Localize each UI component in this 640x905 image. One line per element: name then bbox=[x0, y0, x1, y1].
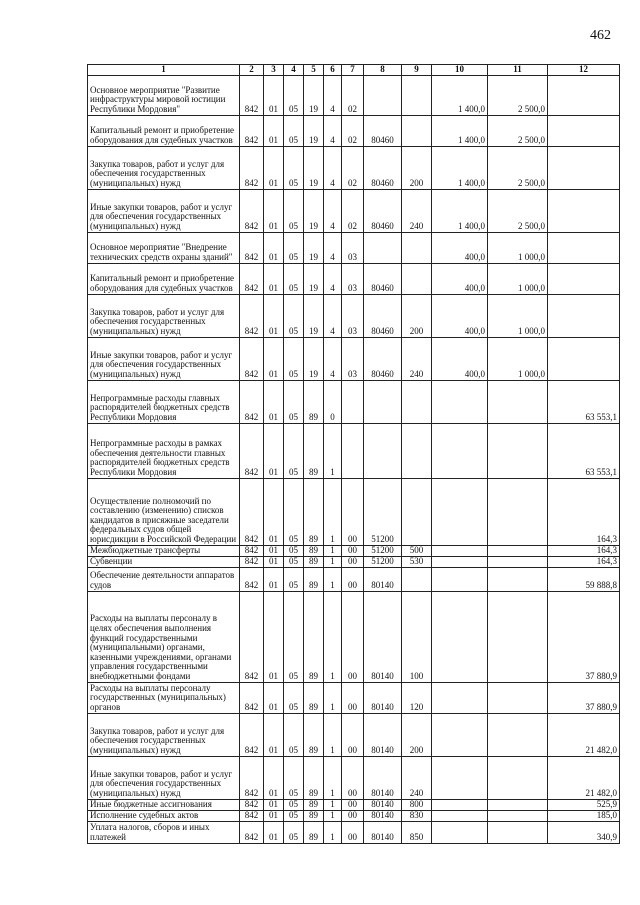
cell-col-11 bbox=[488, 478, 548, 545]
cell-col-5: 89 bbox=[304, 380, 324, 423]
cell-col-2: 842 bbox=[240, 713, 264, 756]
cell-col-3: 01 bbox=[264, 821, 284, 843]
cell-col-5: 89 bbox=[304, 556, 324, 567]
cell-col-3: 01 bbox=[264, 263, 284, 294]
cell-col-8 bbox=[364, 423, 402, 478]
cell-col-11: 1 000,0 bbox=[488, 294, 548, 337]
table-row bbox=[88, 146, 620, 189]
cell-col-7: 00 bbox=[342, 821, 364, 843]
cell-col-3: 01 bbox=[264, 232, 284, 263]
table-row bbox=[88, 423, 620, 478]
cell-col-7: 03 bbox=[342, 337, 364, 380]
cell-col-11 bbox=[488, 821, 548, 843]
row-name-cell: Закупка товаров, работ и услуг для обеспечения государственных (муниципальных) нужд bbox=[88, 713, 240, 756]
cell-col-3: 01 bbox=[264, 556, 284, 567]
cell-col-2: 842 bbox=[240, 567, 264, 591]
page-number: 462 bbox=[590, 28, 611, 43]
row-name-cell: Закупка товаров, работ и услуг для обеспечения государственных (муниципальных) нужд bbox=[88, 294, 240, 337]
cell-col-7: 00 bbox=[342, 682, 364, 713]
row-name-cell: Иные закупки товаров, работ и услуг для обеспечения государственных (муниципальных) нужд bbox=[88, 189, 240, 232]
cell-col-8: 80460 bbox=[364, 337, 402, 380]
cell-col-9: 850 bbox=[402, 821, 432, 843]
row-name-cell: Субвенции bbox=[88, 556, 240, 567]
table-row bbox=[88, 799, 620, 810]
cell-col-2: 842 bbox=[240, 423, 264, 478]
cell-col-3: 01 bbox=[264, 115, 284, 146]
cell-col-10 bbox=[432, 799, 488, 810]
cell-col-9: 240 bbox=[402, 337, 432, 380]
cell-col-12 bbox=[548, 75, 620, 115]
cell-col-2: 842 bbox=[240, 591, 264, 682]
cell-col-2: 842 bbox=[240, 799, 264, 810]
column-header-7: 7 bbox=[342, 65, 364, 76]
table-row bbox=[88, 337, 620, 380]
cell-col-11: 2 500,0 bbox=[488, 189, 548, 232]
cell-col-6: 4 bbox=[324, 75, 342, 115]
cell-col-5: 19 bbox=[304, 115, 324, 146]
cell-col-7 bbox=[342, 380, 364, 423]
cell-col-2: 842 bbox=[240, 75, 264, 115]
cell-col-7: 02 bbox=[342, 75, 364, 115]
cell-col-8: 51200 bbox=[364, 556, 402, 567]
column-header-6: 6 bbox=[324, 65, 342, 76]
cell-col-6: 4 bbox=[324, 263, 342, 294]
cell-col-8: 80140 bbox=[364, 821, 402, 843]
cell-col-9 bbox=[402, 263, 432, 294]
cell-col-4: 05 bbox=[284, 294, 304, 337]
cell-col-6: 1 bbox=[324, 423, 342, 478]
cell-col-6: 4 bbox=[324, 189, 342, 232]
cell-col-3: 01 bbox=[264, 478, 284, 545]
row-name-cell: Иные закупки товаров, работ и услуг для обеспечения государственных (муниципальных) нужд bbox=[88, 756, 240, 799]
cell-col-7: 00 bbox=[342, 810, 364, 821]
cell-col-5: 89 bbox=[304, 478, 324, 545]
cell-col-5: 89 bbox=[304, 821, 324, 843]
cell-col-8: 80140 bbox=[364, 591, 402, 682]
cell-col-10 bbox=[432, 591, 488, 682]
cell-col-3: 01 bbox=[264, 567, 284, 591]
cell-col-6: 1 bbox=[324, 821, 342, 843]
cell-col-5: 89 bbox=[304, 756, 324, 799]
cell-col-3: 01 bbox=[264, 423, 284, 478]
cell-col-3: 01 bbox=[264, 682, 284, 713]
cell-col-2: 842 bbox=[240, 115, 264, 146]
header-row bbox=[88, 65, 620, 76]
cell-col-6: 4 bbox=[324, 115, 342, 146]
cell-col-12: 164,3 bbox=[548, 545, 620, 556]
cell-col-7: 00 bbox=[342, 591, 364, 682]
cell-col-11 bbox=[488, 591, 548, 682]
table-row bbox=[88, 591, 620, 682]
cell-col-11 bbox=[488, 380, 548, 423]
table-row bbox=[88, 821, 620, 843]
cell-col-5: 19 bbox=[304, 189, 324, 232]
cell-col-4: 05 bbox=[284, 337, 304, 380]
cell-col-4: 05 bbox=[284, 478, 304, 545]
cell-col-4: 05 bbox=[284, 232, 304, 263]
column-header-2: 2 bbox=[240, 65, 264, 76]
table-row bbox=[88, 682, 620, 713]
cell-col-9: 100 bbox=[402, 591, 432, 682]
cell-col-6: 1 bbox=[324, 713, 342, 756]
cell-col-12: 63 553,1 bbox=[548, 380, 620, 423]
row-name-cell: Основное мероприятие "Развитие инфраструктуры мировой юстиции Республики Мордовия" bbox=[88, 75, 240, 115]
cell-col-7: 00 bbox=[342, 799, 364, 810]
cell-col-6: 4 bbox=[324, 146, 342, 189]
table-row bbox=[88, 556, 620, 567]
cell-col-4: 05 bbox=[284, 423, 304, 478]
cell-col-9 bbox=[402, 115, 432, 146]
cell-col-12: 185,0 bbox=[548, 810, 620, 821]
row-name-cell: Расходы на выплаты персоналу государственных (муниципальных) органов bbox=[88, 682, 240, 713]
cell-col-10 bbox=[432, 682, 488, 713]
cell-col-8 bbox=[364, 232, 402, 263]
cell-col-9 bbox=[402, 567, 432, 591]
cell-col-9: 200 bbox=[402, 713, 432, 756]
cell-col-4: 05 bbox=[284, 682, 304, 713]
cell-col-4: 05 bbox=[284, 380, 304, 423]
cell-col-2: 842 bbox=[240, 294, 264, 337]
cell-col-8: 80460 bbox=[364, 146, 402, 189]
cell-col-3: 01 bbox=[264, 810, 284, 821]
table-row bbox=[88, 232, 620, 263]
cell-col-6: 1 bbox=[324, 567, 342, 591]
column-header-4: 4 bbox=[284, 65, 304, 76]
cell-col-5: 19 bbox=[304, 75, 324, 115]
table-row bbox=[88, 75, 620, 115]
cell-col-8: 80140 bbox=[364, 810, 402, 821]
cell-col-2: 842 bbox=[240, 337, 264, 380]
cell-col-11 bbox=[488, 713, 548, 756]
cell-col-9 bbox=[402, 423, 432, 478]
cell-col-5: 89 bbox=[304, 810, 324, 821]
table-row bbox=[88, 756, 620, 799]
cell-col-9 bbox=[402, 232, 432, 263]
cell-col-10: 1 400,0 bbox=[432, 189, 488, 232]
cell-col-11 bbox=[488, 545, 548, 556]
cell-col-10: 1 400,0 bbox=[432, 146, 488, 189]
cell-col-10: 1 400,0 bbox=[432, 115, 488, 146]
cell-col-11 bbox=[488, 423, 548, 478]
cell-col-4: 05 bbox=[284, 146, 304, 189]
cell-col-10: 400,0 bbox=[432, 232, 488, 263]
cell-col-8: 51200 bbox=[364, 478, 402, 545]
row-name-cell: Капитальный ремонт и приобретение оборудования для судебных участков bbox=[88, 115, 240, 146]
cell-col-12 bbox=[548, 337, 620, 380]
cell-col-7: 00 bbox=[342, 567, 364, 591]
cell-col-8: 80460 bbox=[364, 189, 402, 232]
cell-col-4: 05 bbox=[284, 756, 304, 799]
cell-col-9 bbox=[402, 75, 432, 115]
cell-col-7: 02 bbox=[342, 146, 364, 189]
cell-col-10: 400,0 bbox=[432, 337, 488, 380]
cell-col-12: 340,9 bbox=[548, 821, 620, 843]
cell-col-6: 1 bbox=[324, 556, 342, 567]
table-row bbox=[88, 380, 620, 423]
cell-col-6: 1 bbox=[324, 682, 342, 713]
cell-col-2: 842 bbox=[240, 380, 264, 423]
cell-col-7: 02 bbox=[342, 115, 364, 146]
cell-col-5: 89 bbox=[304, 545, 324, 556]
cell-col-6: 4 bbox=[324, 294, 342, 337]
cell-col-7: 03 bbox=[342, 294, 364, 337]
cell-col-11 bbox=[488, 810, 548, 821]
cell-col-8: 80140 bbox=[364, 682, 402, 713]
cell-col-11 bbox=[488, 799, 548, 810]
cell-col-5: 89 bbox=[304, 682, 324, 713]
cell-col-12 bbox=[548, 294, 620, 337]
cell-col-6: 1 bbox=[324, 591, 342, 682]
cell-col-11: 1 000,0 bbox=[488, 337, 548, 380]
cell-col-2: 842 bbox=[240, 232, 264, 263]
cell-col-12 bbox=[548, 232, 620, 263]
table-row bbox=[88, 713, 620, 756]
cell-col-11: 2 500,0 bbox=[488, 75, 548, 115]
cell-col-9: 800 bbox=[402, 799, 432, 810]
cell-col-6: 1 bbox=[324, 478, 342, 545]
cell-col-3: 01 bbox=[264, 75, 284, 115]
cell-col-7: 00 bbox=[342, 556, 364, 567]
cell-col-9: 200 bbox=[402, 294, 432, 337]
cell-col-10 bbox=[432, 567, 488, 591]
cell-col-3: 01 bbox=[264, 146, 284, 189]
cell-col-6: 1 bbox=[324, 545, 342, 556]
cell-col-5: 89 bbox=[304, 567, 324, 591]
cell-col-10: 400,0 bbox=[432, 294, 488, 337]
row-name-cell: Основное мероприятие "Внедрение технических средств охраны зданий" bbox=[88, 232, 240, 263]
cell-col-5: 19 bbox=[304, 337, 324, 380]
column-header-12: 12 bbox=[548, 65, 620, 76]
cell-col-10 bbox=[432, 423, 488, 478]
cell-col-10 bbox=[432, 556, 488, 567]
cell-col-4: 05 bbox=[284, 810, 304, 821]
table-row bbox=[88, 478, 620, 545]
row-name-cell: Иные бюджетные ассигнования bbox=[88, 799, 240, 810]
cell-col-5: 19 bbox=[304, 263, 324, 294]
cell-col-10 bbox=[432, 380, 488, 423]
column-header-10: 10 bbox=[432, 65, 488, 76]
cell-col-5: 89 bbox=[304, 799, 324, 810]
cell-col-12: 21 482,0 bbox=[548, 756, 620, 799]
cell-col-10: 1 400,0 bbox=[432, 75, 488, 115]
column-header-11: 11 bbox=[488, 65, 548, 76]
cell-col-11: 2 500,0 bbox=[488, 146, 548, 189]
cell-col-5: 89 bbox=[304, 713, 324, 756]
cell-col-12: 21 482,0 bbox=[548, 713, 620, 756]
cell-col-11 bbox=[488, 682, 548, 713]
cell-col-3: 01 bbox=[264, 294, 284, 337]
cell-col-8: 80140 bbox=[364, 799, 402, 810]
cell-col-6: 4 bbox=[324, 337, 342, 380]
table-row bbox=[88, 545, 620, 556]
cell-col-12: 37 880,9 bbox=[548, 682, 620, 713]
row-name-cell: Расходы на выплаты персоналу в целях обеспечения выполнения функций государственными (муниципальными) органами, казенными учреждениями, органами управления государственными внебюджетными фондами bbox=[88, 591, 240, 682]
cell-col-5: 89 bbox=[304, 591, 324, 682]
cell-col-6: 1 bbox=[324, 799, 342, 810]
cell-col-4: 05 bbox=[284, 115, 304, 146]
cell-col-8: 51200 bbox=[364, 545, 402, 556]
cell-col-4: 05 bbox=[284, 567, 304, 591]
table-row bbox=[88, 294, 620, 337]
cell-col-5: 89 bbox=[304, 423, 324, 478]
row-name-cell: Обеспечение деятельности аппаратов судов bbox=[88, 567, 240, 591]
table-row bbox=[88, 263, 620, 294]
cell-col-2: 842 bbox=[240, 556, 264, 567]
cell-col-3: 01 bbox=[264, 799, 284, 810]
column-header-3: 3 bbox=[264, 65, 284, 76]
cell-col-11: 2 500,0 bbox=[488, 115, 548, 146]
cell-col-9: 240 bbox=[402, 189, 432, 232]
cell-col-4: 05 bbox=[284, 556, 304, 567]
table-row bbox=[88, 189, 620, 232]
cell-col-9: 530 bbox=[402, 556, 432, 567]
row-name-cell: Закупка товаров, работ и услуг для обеспечения государственных (муниципальных) нужд bbox=[88, 146, 240, 189]
cell-col-11 bbox=[488, 556, 548, 567]
cell-col-7 bbox=[342, 423, 364, 478]
cell-col-2: 842 bbox=[240, 478, 264, 545]
cell-col-10 bbox=[432, 478, 488, 545]
row-name-cell: Уплата налогов, сборов и иных платежей bbox=[88, 821, 240, 843]
cell-col-7: 03 bbox=[342, 263, 364, 294]
cell-col-7: 00 bbox=[342, 478, 364, 545]
cell-col-3: 01 bbox=[264, 713, 284, 756]
cell-col-12 bbox=[548, 263, 620, 294]
cell-col-3: 01 bbox=[264, 189, 284, 232]
cell-col-4: 05 bbox=[284, 75, 304, 115]
cell-col-8 bbox=[364, 75, 402, 115]
cell-col-12: 164,3 bbox=[548, 556, 620, 567]
cell-col-2: 842 bbox=[240, 545, 264, 556]
cell-col-8: 80140 bbox=[364, 713, 402, 756]
cell-col-12: 164,3 bbox=[548, 478, 620, 545]
cell-col-3: 01 bbox=[264, 591, 284, 682]
cell-col-5: 19 bbox=[304, 146, 324, 189]
cell-col-12: 525,9 bbox=[548, 799, 620, 810]
column-header-5: 5 bbox=[304, 65, 324, 76]
cell-col-9: 200 bbox=[402, 146, 432, 189]
cell-col-9: 240 bbox=[402, 756, 432, 799]
cell-col-9: 830 bbox=[402, 810, 432, 821]
cell-col-11 bbox=[488, 756, 548, 799]
cell-col-9 bbox=[402, 478, 432, 545]
cell-col-8: 80140 bbox=[364, 567, 402, 591]
cell-col-10 bbox=[432, 713, 488, 756]
cell-col-3: 01 bbox=[264, 545, 284, 556]
row-name-cell: Межбюджетные трансферты bbox=[88, 545, 240, 556]
cell-col-6: 0 bbox=[324, 380, 342, 423]
cell-col-5: 19 bbox=[304, 294, 324, 337]
row-name-cell: Исполнение судебных актов bbox=[88, 810, 240, 821]
cell-col-3: 01 bbox=[264, 337, 284, 380]
cell-col-2: 842 bbox=[240, 756, 264, 799]
row-name-cell: Непрограммные расходы главных распорядителей бюджетных средств Республики Мордовия bbox=[88, 380, 240, 423]
cell-col-4: 05 bbox=[284, 189, 304, 232]
cell-col-12: 59 888,8 bbox=[548, 567, 620, 591]
cell-col-2: 842 bbox=[240, 810, 264, 821]
cell-col-12: 63 553,1 bbox=[548, 423, 620, 478]
cell-col-2: 842 bbox=[240, 263, 264, 294]
cell-col-2: 842 bbox=[240, 146, 264, 189]
cell-col-8: 80460 bbox=[364, 294, 402, 337]
cell-col-7: 03 bbox=[342, 232, 364, 263]
cell-col-10: 400,0 bbox=[432, 263, 488, 294]
cell-col-10 bbox=[432, 756, 488, 799]
row-name-cell: Осуществление полномочий по составлению (изменению) списков кандидатов в присяжные заседатели федеральных судов общей юрисдикции в Российской Федерации bbox=[88, 478, 240, 545]
cell-col-3: 01 bbox=[264, 380, 284, 423]
cell-col-12 bbox=[548, 115, 620, 146]
row-name-cell: Непрограммные расходы в рамках обеспечения деятельности главных распорядителей бюджетных средств Республики Мордовия bbox=[88, 423, 240, 478]
cell-col-7: 00 bbox=[342, 756, 364, 799]
cell-col-9 bbox=[402, 380, 432, 423]
cell-col-9: 120 bbox=[402, 682, 432, 713]
cell-col-10 bbox=[432, 545, 488, 556]
cell-col-4: 05 bbox=[284, 821, 304, 843]
row-name-cell: Иные закупки товаров, работ и услуг для обеспечения государственных (муниципальных) нужд bbox=[88, 337, 240, 380]
cell-col-11: 1 000,0 bbox=[488, 232, 548, 263]
table-row bbox=[88, 115, 620, 146]
cell-col-12: 37 880,9 bbox=[548, 591, 620, 682]
cell-col-8: 80460 bbox=[364, 115, 402, 146]
cell-col-6: 1 bbox=[324, 756, 342, 799]
budget-table bbox=[87, 64, 620, 844]
cell-col-4: 05 bbox=[284, 713, 304, 756]
cell-col-8 bbox=[364, 380, 402, 423]
column-header-1: 1 bbox=[88, 65, 240, 76]
cell-col-2: 842 bbox=[240, 189, 264, 232]
cell-col-12 bbox=[548, 189, 620, 232]
cell-col-6: 4 bbox=[324, 232, 342, 263]
cell-col-7: 00 bbox=[342, 545, 364, 556]
table-row bbox=[88, 810, 620, 821]
cell-col-10 bbox=[432, 810, 488, 821]
column-header-8: 8 bbox=[364, 65, 402, 76]
cell-col-2: 842 bbox=[240, 821, 264, 843]
table-row bbox=[88, 567, 620, 591]
cell-col-3: 01 bbox=[264, 756, 284, 799]
table-body bbox=[88, 75, 620, 843]
cell-col-8: 80140 bbox=[364, 756, 402, 799]
cell-col-4: 05 bbox=[284, 263, 304, 294]
cell-col-8: 80460 bbox=[364, 263, 402, 294]
cell-col-7: 02 bbox=[342, 189, 364, 232]
cell-col-7: 00 bbox=[342, 713, 364, 756]
row-name-cell: Капитальный ремонт и приобретение оборудования для судебных участков bbox=[88, 263, 240, 294]
cell-col-10 bbox=[432, 821, 488, 843]
cell-col-11 bbox=[488, 567, 548, 591]
column-header-9: 9 bbox=[402, 65, 432, 76]
cell-col-12 bbox=[548, 146, 620, 189]
cell-col-5: 19 bbox=[304, 232, 324, 263]
cell-col-9: 500 bbox=[402, 545, 432, 556]
cell-col-2: 842 bbox=[240, 682, 264, 713]
cell-col-11: 1 000,0 bbox=[488, 263, 548, 294]
cell-col-6: 1 bbox=[324, 810, 342, 821]
cell-col-4: 05 bbox=[284, 799, 304, 810]
cell-col-4: 05 bbox=[284, 545, 304, 556]
cell-col-4: 05 bbox=[284, 591, 304, 682]
